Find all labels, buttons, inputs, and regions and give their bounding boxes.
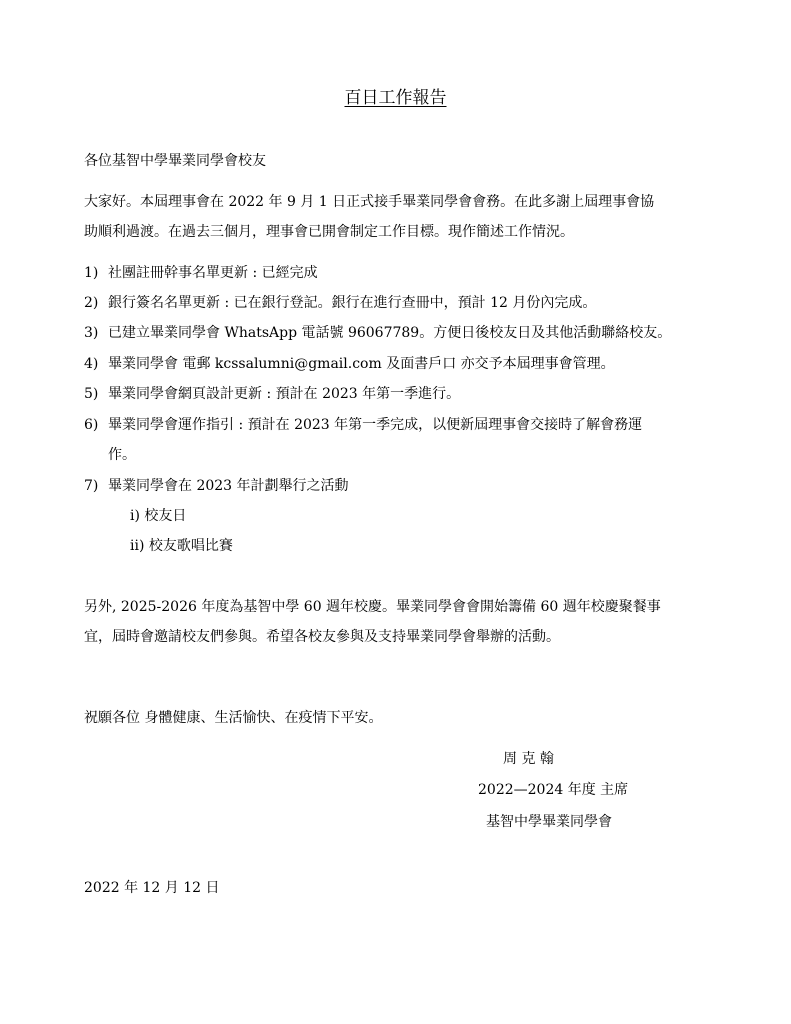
document-date: 2022 年 12 月 12 日 — [84, 880, 220, 896]
item-text-continuation: 作。 — [108, 447, 136, 463]
anniversary-line-1: 另外, 2025-2026 年度為基智中學 60 週年校慶。畢業同學會會開始籌備 60 週年校慶聚餐事 — [84, 599, 661, 615]
item-number: 6) — [84, 417, 99, 433]
signatory-organization: 基智中學畢業同學會 — [486, 814, 612, 830]
sub-item: i) 校友日 — [130, 508, 187, 524]
intro-line-2: 助順利過渡。在過去三個月，理事會已開會制定工作目標。現作簡述工作情況。 — [84, 224, 574, 240]
salutation: 各位基智中學畢業同學會校友 — [84, 153, 266, 169]
item-number: 5) — [84, 386, 99, 402]
item-text: 畢業同學會在 2023 年計劃舉行之活動 — [108, 478, 349, 494]
title-text: 百日工作報告 — [344, 88, 447, 108]
item-text: 畢業同學會網頁設計更新 : 預計在 2023 年第一季進行。 — [108, 386, 461, 402]
item-number: 2) — [84, 295, 99, 311]
signatory-role: 2022—2024 年度 主席 — [478, 782, 629, 798]
intro-line-1: 大家好。本屆理事會在 2022 年 9 月 1 日正式接手畢業同學會會務。在此多謝上屆理事會協 — [84, 194, 655, 210]
item-text: 銀行簽名名單更新 : 已在銀行登記。銀行在進行查冊中，預計 12 月份內完成。 — [108, 295, 597, 311]
item-number: 1) — [84, 265, 99, 281]
anniversary-line-2: 宜，屆時會邀請校友們參與。希望各校友參與及支持畢業同學會舉辦的活動。 — [84, 629, 560, 645]
item-text: 畢業同學會運作指引 : 預計在 2023 年第一季完成，以便新屆理事會交接時了解會務運 — [108, 417, 643, 433]
item-text: 畢業同學會 電郵 kcssalumni@gmail.com 及面書戶口 亦交予本屆理事會管理。 — [108, 356, 615, 372]
signatory-name: 周 克 翰 — [503, 751, 554, 767]
item-text: 已建立畢業同學會 WhatsApp 電話號 96067789。方便日後校友日及其他活動聯絡校友。 — [108, 325, 672, 341]
item-text: 社團註冊幹事名單更新 : 已經完成 — [108, 265, 318, 281]
item-number: 4) — [84, 356, 99, 372]
sub-item: ii) 校友歌唱比賽 — [130, 538, 233, 554]
item-number: 7) — [84, 478, 99, 494]
page-title — [0, 88, 791, 108]
item-number: 3) — [84, 325, 99, 341]
closing-wishes: 祝願各位 身體健康、生活愉快、在疫情下平安。 — [84, 710, 383, 726]
